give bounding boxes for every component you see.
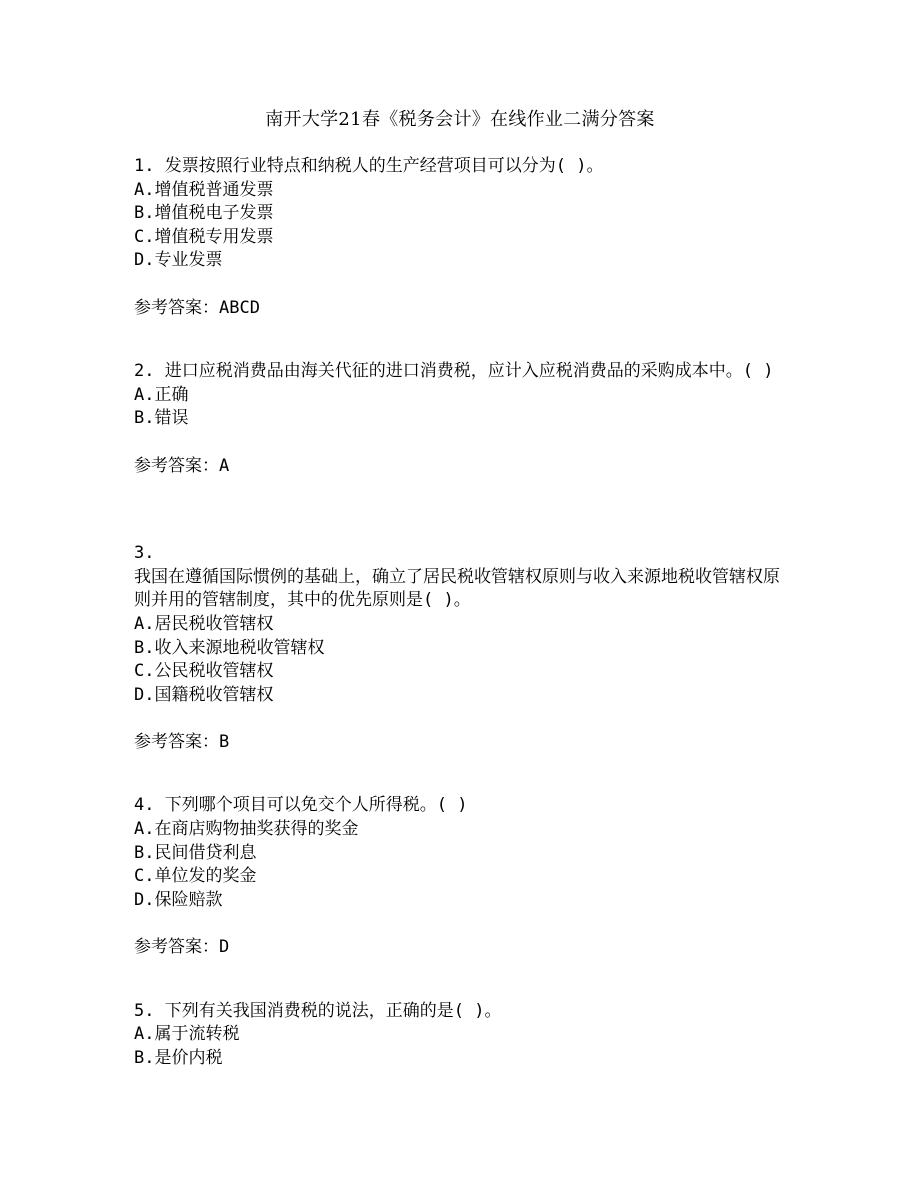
- option-a: A.居民税收管辖权: [134, 613, 274, 634]
- answer-value: D: [219, 937, 230, 958]
- question-text: 下列哪个项目可以免交个人所得税。( ): [164, 795, 468, 816]
- option-b: B.收入来源地税收管辖权: [134, 637, 325, 658]
- spacer: [134, 320, 790, 360]
- spacer: [134, 478, 790, 542]
- spacer: [134, 960, 790, 1000]
- option-a: A.增值税普通发票: [134, 179, 274, 200]
- option-d: D.保险赔款: [134, 889, 223, 910]
- question-number: 5.: [134, 1000, 155, 1021]
- question-2-stem: [134, 360, 790, 384]
- option-a: A.在商店购物抽奖获得的奖金: [134, 819, 359, 840]
- answer-line: [134, 297, 790, 321]
- document-body: [134, 155, 790, 1070]
- document-title: 南开大学21春《税务会计》在线作业二满分答案: [265, 109, 655, 130]
- option-d: D.国籍税收管辖权: [134, 684, 274, 705]
- question-4-stem: [134, 794, 790, 818]
- answer-line: [134, 455, 790, 479]
- question-number: 3.: [134, 543, 155, 564]
- option-b: B.民间借贷利息: [134, 842, 257, 863]
- question-1-stem: [134, 155, 790, 179]
- question-text: 我国在遵循国际惯例的基础上，确立了居民税收管辖权原则与收入来源地税收管辖权原则并用的管辖制度，其中的优先原则是( )。: [134, 566, 780, 611]
- question-text: 进口应税消费品由海关代征的进口消费税，应计入应税消费品的采购成本中。( ): [164, 361, 774, 382]
- question-1: [134, 155, 790, 320]
- answer-line: [134, 936, 790, 960]
- question-2: [134, 360, 790, 478]
- option-d: D.专业发票: [134, 250, 223, 271]
- question-number: 1.: [134, 156, 155, 176]
- question-number: 2.: [134, 361, 155, 382]
- option-c: C.公民税收管辖权: [134, 661, 274, 682]
- option-c: C.单位发的奖金: [134, 866, 257, 887]
- option-b: B.错误: [134, 408, 189, 429]
- spacer: [134, 754, 790, 794]
- option-a: A.属于流转税: [134, 1024, 240, 1045]
- answer-line: [134, 731, 790, 755]
- answer-label: 参考答案：: [134, 731, 219, 752]
- question-4: [134, 794, 790, 959]
- question-5-stem: [134, 1000, 790, 1024]
- option-b: B.是价内税: [134, 1047, 223, 1068]
- question-text: 下列有关我国消费税的说法，正确的是( )。: [164, 1000, 502, 1021]
- option-c: C.增值税专用发票: [134, 226, 274, 247]
- answer-value: A: [219, 455, 230, 476]
- question-text: 发票按照行业特点和纳税人的生产经营项目可以分为( )。: [164, 156, 604, 176]
- answer-label: 参考答案：: [134, 937, 219, 958]
- question-number: 4.: [134, 795, 155, 816]
- question-5: [134, 1000, 790, 1071]
- answer-value: B: [219, 731, 230, 752]
- question-3: [134, 542, 790, 754]
- answer-label: 参考答案：: [134, 455, 219, 476]
- option-a: A.正确: [134, 384, 189, 405]
- option-b: B.增值税电子发票: [134, 203, 274, 224]
- answer-value: ABCD: [219, 297, 260, 318]
- answer-label: 参考答案：: [134, 297, 219, 318]
